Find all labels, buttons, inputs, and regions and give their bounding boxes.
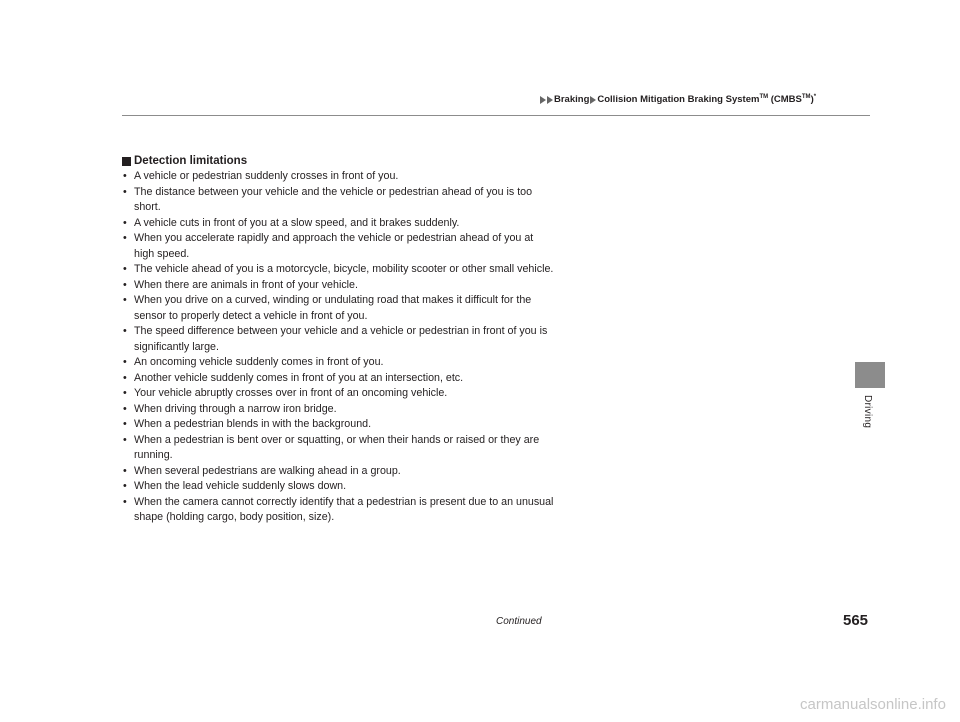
square-bullet-icon [122,157,131,166]
list-item: • The distance between your vehicle and the vehicle or pedestrian ahead of you is too short. [122,185,554,216]
cmbs-open: (CMBS [768,94,802,106]
cmbs-close: ) [810,94,814,106]
list-item: • A vehicle cuts in front of you at a slow speed, and it brakes suddenly. [122,216,554,232]
footnote-star: * [813,94,817,100]
list-item: • When there are animals in front of your vehicle. [122,278,554,294]
section-heading [122,155,554,167]
list-item: • Your vehicle abruptly crosses over in front of an oncoming vehicle. [122,386,554,402]
watermark: carmanualsonline.info [800,696,946,713]
list-item: • When the lead vehicle suddenly slows down. [122,479,554,495]
list-item: • When a pedestrian is bent over or squatting, or when their hands or raised or they are running. [122,433,554,464]
list-item: • A vehicle or pedestrian suddenly crosses in front of you. [122,169,554,185]
breadcrumb-cmbs[interactable] [597,94,816,105]
list-item: • When you drive on a curved, winding or undulating road that makes it difficult for the sensor to properly detect a vehicle in front of you. [122,293,554,324]
header-divider [122,115,870,116]
section-heading-text: Detection limitations [134,155,248,167]
limitations-list [122,169,554,526]
chapter-tab-label: Driving [862,395,873,429]
breadcrumb-cmbs-title: Collision Mitigation Braking System [597,94,760,106]
list-item: • When a pedestrian blends in with the background. [122,417,554,433]
page-number: 565 [843,612,869,629]
list-item: • Another vehicle suddenly comes in front of you at an intersection, etc. [122,371,554,387]
list-item: • The vehicle ahead of you is a motorcycle, bicycle, mobility scooter or other small vehicle. [122,262,554,278]
list-item: • When several pedestrians are walking ahead in a group. [122,464,554,480]
trademark-mark: TM [801,94,811,100]
list-item: • An oncoming vehicle suddenly comes in front of you. [122,355,554,371]
arrow-right-icon [540,96,546,104]
list-item: • The speed difference between your vehicle and a vehicle or pedestrian in front of you is significantly large. [122,324,554,355]
arrow-right-icon [547,96,553,104]
list-item: • When you accelerate rapidly and approach the vehicle or pedestrian ahead of you at high speed. [122,231,554,262]
list-item: • When driving through a narrow iron bridge. [122,402,554,418]
breadcrumb [540,94,816,105]
breadcrumb-braking[interactable]: Braking [554,94,590,106]
continued-label: Continued [496,616,542,627]
main-content [122,155,554,526]
list-item: • When the camera cannot correctly identify that a pedestrian is present due to an unusual shape (holding cargo, body position, size). [122,495,554,526]
trademark-mark: TM [759,94,769,100]
chapter-tab[interactable] [855,362,885,388]
arrow-right-icon [590,96,596,104]
